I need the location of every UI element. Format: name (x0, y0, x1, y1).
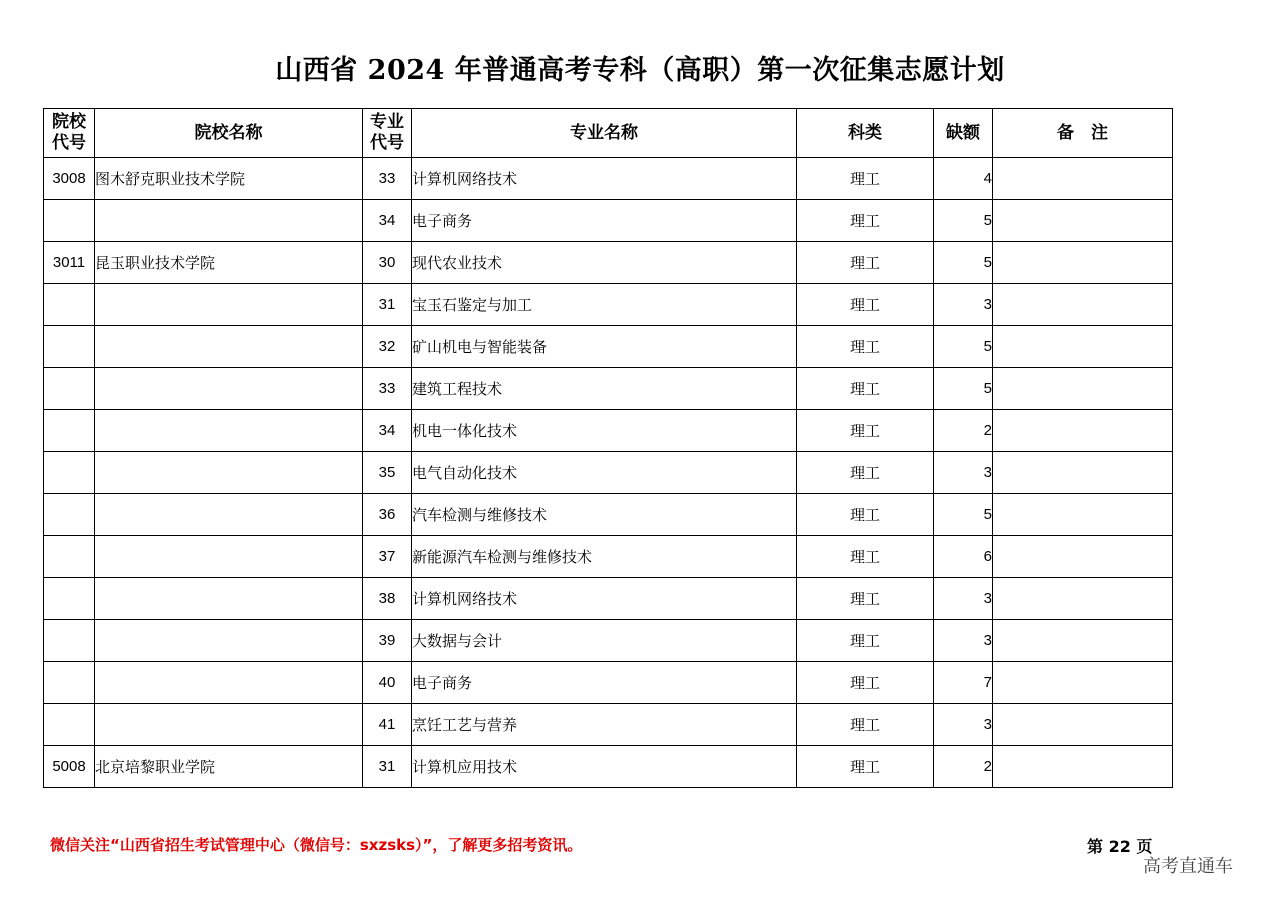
cell-school-code (44, 662, 95, 704)
cell-major-name: 烹饪工艺与营养 (412, 704, 797, 746)
table-row (44, 452, 1173, 494)
cell-remarks (993, 200, 1173, 242)
cell-major-name: 计算机应用技术 (412, 746, 797, 788)
cell-school-name (95, 704, 363, 746)
cell-vacancy: 7 (934, 662, 993, 704)
table-row (44, 242, 1173, 284)
table-row (44, 368, 1173, 410)
cell-vacancy: 5 (934, 368, 993, 410)
cell-school-code: 3008 (44, 158, 95, 200)
cell-vacancy: 5 (934, 494, 993, 536)
cell-category: 理工 (797, 746, 934, 788)
cell-vacancy: 6 (934, 536, 993, 578)
table-row (44, 662, 1173, 704)
cell-school-code (44, 494, 95, 536)
cell-remarks (993, 494, 1173, 536)
cell-category: 理工 (797, 536, 934, 578)
table-row (44, 746, 1173, 788)
wechat-follow-note: 微信关注“山西省招生考试管理中心（微信号：sxzsks）”，了解更多招考资讯。 (50, 836, 583, 854)
cell-school-name (95, 200, 363, 242)
cell-school-name: 图木舒克职业技术学院 (95, 158, 363, 200)
cell-remarks (993, 452, 1173, 494)
cell-school-name (95, 284, 363, 326)
cell-major-name: 计算机网络技术 (412, 578, 797, 620)
table-row (44, 704, 1173, 746)
cell-category: 理工 (797, 368, 934, 410)
cell-category: 理工 (797, 452, 934, 494)
cell-school-code (44, 704, 95, 746)
cell-major-code: 34 (363, 410, 412, 452)
cell-school-name: 昆玉职业技术学院 (95, 242, 363, 284)
cell-vacancy: 3 (934, 578, 993, 620)
cell-category: 理工 (797, 158, 934, 200)
cell-major-name: 机电一体化技术 (412, 410, 797, 452)
cell-school-code (44, 620, 95, 662)
cell-vacancy: 2 (934, 410, 993, 452)
cell-major-name: 现代农业技术 (412, 242, 797, 284)
cell-school-code (44, 452, 95, 494)
cell-vacancy: 2 (934, 746, 993, 788)
cell-remarks (993, 578, 1173, 620)
cell-major-name: 电子商务 (412, 200, 797, 242)
cell-remarks (993, 410, 1173, 452)
cell-major-code: 33 (363, 158, 412, 200)
cell-vacancy: 5 (934, 326, 993, 368)
cell-major-code: 37 (363, 536, 412, 578)
cell-school-name (95, 368, 363, 410)
cell-major-name: 电子商务 (412, 662, 797, 704)
header-school-code: 院校代号 (44, 109, 95, 158)
cell-category: 理工 (797, 284, 934, 326)
cell-major-code: 40 (363, 662, 412, 704)
table-row (44, 326, 1173, 368)
cell-vacancy: 3 (934, 704, 993, 746)
table-row (44, 284, 1173, 326)
table-row (44, 620, 1173, 662)
source-watermark: 高考直通车 (1143, 856, 1233, 877)
cell-major-code: 33 (363, 368, 412, 410)
cell-major-code: 34 (363, 200, 412, 242)
cell-major-name: 电气自动化技术 (412, 452, 797, 494)
cell-major-code: 32 (363, 326, 412, 368)
cell-major-name: 新能源汽车检测与维修技术 (412, 536, 797, 578)
cell-school-code: 5008 (44, 746, 95, 788)
cell-vacancy: 5 (934, 200, 993, 242)
cell-major-code: 35 (363, 452, 412, 494)
cell-remarks (993, 620, 1173, 662)
cell-remarks (993, 242, 1173, 284)
cell-major-name: 矿山机电与智能装备 (412, 326, 797, 368)
cell-vacancy: 4 (934, 158, 993, 200)
cell-category: 理工 (797, 662, 934, 704)
page-title: 山西省 2024 年普通高考专科（高职）第一次征集志愿计划 (275, 55, 1005, 86)
cell-vacancy: 3 (934, 452, 993, 494)
cell-school-name (95, 326, 363, 368)
cell-remarks (993, 536, 1173, 578)
cell-major-code: 39 (363, 620, 412, 662)
header-major-code: 专业代号 (363, 109, 412, 158)
cell-major-code: 31 (363, 746, 412, 788)
header-remarks: 备 注 (993, 109, 1173, 158)
header-school-name: 院校名称 (95, 109, 363, 158)
cell-major-name: 宝玉石鉴定与加工 (412, 284, 797, 326)
cell-remarks (993, 704, 1173, 746)
table-row (44, 158, 1173, 200)
cell-category: 理工 (797, 494, 934, 536)
cell-category: 理工 (797, 200, 934, 242)
cell-major-code: 30 (363, 242, 412, 284)
cell-major-code: 41 (363, 704, 412, 746)
cell-category: 理工 (797, 410, 934, 452)
cell-vacancy: 5 (934, 242, 993, 284)
cell-school-name (95, 662, 363, 704)
cell-school-name (95, 494, 363, 536)
cell-major-name: 计算机网络技术 (412, 158, 797, 200)
cell-remarks (993, 284, 1173, 326)
cell-category: 理工 (797, 620, 934, 662)
header-vacancy: 缺额 (934, 109, 993, 158)
cell-school-code (44, 578, 95, 620)
cell-school-code (44, 326, 95, 368)
cell-major-code: 38 (363, 578, 412, 620)
table-header-row (44, 109, 1173, 158)
cell-major-code: 31 (363, 284, 412, 326)
cell-school-name (95, 620, 363, 662)
header-major-name: 专业名称 (412, 109, 797, 158)
enrollment-plan-table (43, 108, 1173, 788)
cell-category: 理工 (797, 704, 934, 746)
cell-remarks (993, 368, 1173, 410)
cell-major-name: 汽车检测与维修技术 (412, 494, 797, 536)
table-body (44, 158, 1173, 788)
cell-major-name: 建筑工程技术 (412, 368, 797, 410)
cell-remarks (993, 326, 1173, 368)
cell-school-code (44, 284, 95, 326)
header-category: 科类 (797, 109, 934, 158)
cell-major-code: 36 (363, 494, 412, 536)
page-number: 第 22 页 (1087, 837, 1153, 856)
cell-remarks (993, 746, 1173, 788)
cell-category: 理工 (797, 326, 934, 368)
cell-school-name (95, 578, 363, 620)
cell-school-name (95, 452, 363, 494)
table-row (44, 494, 1173, 536)
cell-major-name: 大数据与会计 (412, 620, 797, 662)
cell-school-code (44, 200, 95, 242)
cell-school-code (44, 410, 95, 452)
cell-remarks (993, 662, 1173, 704)
cell-category: 理工 (797, 242, 934, 284)
table-row (44, 200, 1173, 242)
cell-school-name: 北京培黎职业学院 (95, 746, 363, 788)
table-row (44, 578, 1173, 620)
cell-category: 理工 (797, 578, 934, 620)
cell-vacancy: 3 (934, 284, 993, 326)
cell-school-code (44, 536, 95, 578)
cell-school-name (95, 536, 363, 578)
cell-remarks (993, 158, 1173, 200)
cell-vacancy: 3 (934, 620, 993, 662)
cell-school-code (44, 368, 95, 410)
cell-school-name (95, 410, 363, 452)
cell-school-code: 3011 (44, 242, 95, 284)
table-row (44, 536, 1173, 578)
table-row (44, 410, 1173, 452)
